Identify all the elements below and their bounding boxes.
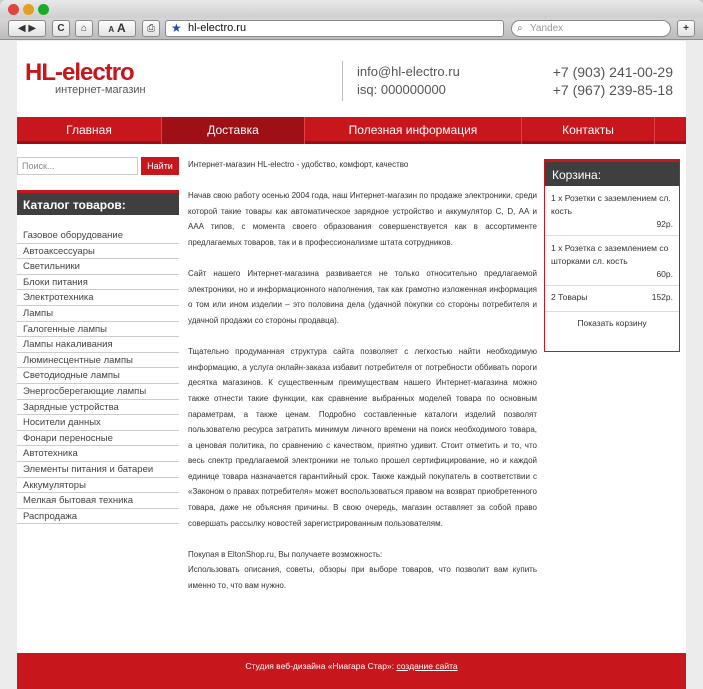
catalog-item[interactable]: Автотехника	[17, 446, 179, 462]
catalog-item[interactable]: Лампы накаливания	[17, 337, 179, 353]
catalog-item[interactable]: Энергосберегающие лампы	[17, 384, 179, 400]
site-search-input[interactable]: Поиск...	[17, 157, 138, 175]
catalog-item[interactable]: Светильники	[17, 259, 179, 275]
site-search-button[interactable]: Найти	[141, 157, 179, 175]
paragraph-4-body: Использовать описания, советы, обзоры при выборе товаров, что позволит вам купить именно то, что вам нужно.	[188, 565, 537, 591]
home-button[interactable]: ⌂	[75, 20, 93, 37]
back-forward-button[interactable]	[8, 20, 46, 37]
email-link[interactable]: info@hl-electro.ru	[357, 64, 460, 79]
address-bar[interactable]	[165, 20, 504, 37]
title-bar	[0, 0, 703, 18]
catalog-item[interactable]: Мелкая бытовая техника	[17, 493, 179, 509]
url-text: hl-electro.ru	[188, 22, 247, 34]
zoom-window-button[interactable]	[38, 4, 49, 15]
print-button[interactable]: ⎙	[142, 20, 160, 37]
footer-link[interactable]: создание сайта	[396, 661, 458, 671]
cart-title: Корзина:	[545, 160, 679, 186]
catalog-list	[17, 228, 179, 524]
cart-item-price: 60р.	[656, 269, 673, 279]
add-bookmark-button[interactable]: +	[677, 20, 695, 37]
phone-2: +7 (967) 239-85-18	[552, 82, 673, 98]
cart-item[interactable]	[545, 186, 679, 236]
paragraph-2: Сайт нашего Интернет-магазина развивается не только относительно предлагаемой электроники, но и информационного наполнения, так как грамотно изложенная информация о том или ином изделии – это половина дела (удачной покупки со стороны потребителя и удачной продажи со стороны продавца).	[188, 269, 537, 325]
catalog-item[interactable]: Фонари переносные	[17, 431, 179, 447]
browser-search-field[interactable]	[511, 20, 671, 37]
cart-total-price: 152р.	[651, 292, 673, 302]
catalog-item[interactable]: Блоки питания	[17, 275, 179, 291]
forward-icon[interactable]: ▶	[28, 23, 37, 34]
cart-item-name[interactable]: 1 x Розетка с заземлением со шторками сл. кость	[551, 243, 669, 266]
site-tagline: интернет-магазин	[55, 84, 146, 96]
cart-item-name[interactable]: 1 x Розетки с заземлением сл. кость	[551, 193, 671, 216]
nav-home[interactable]: Главная	[17, 117, 162, 144]
icq-number: isq: 000000000	[357, 82, 446, 97]
paragraph-3: Тщательно продуманная структура сайта позволяет с легкостью найти необходимую информацию, а услуга онлайн-заказа избавит потребителя от потребности оббивать пороги десятка магазинов. К существенным преимуществам нашего Интернет-магазина можно также отнести такие функции, как сравнение выбранных моделей товара по основным параметрам, а также ценам. Подробно составленные каталоги изделий позволят пользователю ресурса затратить минимум личного времени на поиск необходимого товара, а ценовая политика, по сравнению с качеством, приятно удивит. Стоит отметить и то, что весь спектр предлагаемой электроники не только прошел сертифицирование, но и каждой единице товара назначается гарантийный срок. Также каждый покупатель в соответствии с «Законом о правах потребителя» может воспользоваться правом на возврат приобретенного товара, даже не объясняя причины. В свою очередь, магазин оставляет за собой право совершать рассылку новостей зарегистрированным пользователям.	[188, 347, 537, 528]
catalog-item[interactable]: Зарядные устройства	[17, 400, 179, 416]
catalog-item[interactable]: Распродажа	[17, 509, 179, 525]
nav-useful-info[interactable]: Полезная информация	[305, 117, 522, 144]
close-window-button[interactable]	[8, 4, 19, 15]
catalog-item[interactable]: Автоаксессуары	[17, 244, 179, 260]
catalog-item[interactable]: Газовое оборудование	[17, 228, 179, 244]
browser-toolbar	[0, 18, 703, 40]
site-logo[interactable]: HL-electro	[25, 59, 134, 86]
paragraph-1: Начав свою работу осенью 2004 года, наш Интернет-магазин по продаже электроники, среди которой такие товары как автоматическое зарядное устройство и аккумулятор C, D, AA и AAA типов, с момента своего образования совершенствуется как в ассортименте предлагаемых товаров, так и в профессионализме штата сотрудников.	[188, 191, 537, 247]
header-contacts	[357, 63, 460, 99]
browser-search-placeholder: Yandex	[530, 23, 564, 34]
cart-total-label: 2 Товары	[551, 292, 588, 302]
catalog-title: Каталог товаров:	[17, 190, 179, 215]
show-cart-link[interactable]: Показать корзину	[577, 318, 647, 328]
minimize-window-button[interactable]	[23, 4, 34, 15]
main-nav	[17, 117, 686, 144]
header-phones	[553, 63, 673, 99]
catalog-item[interactable]: Электротехника	[17, 290, 179, 306]
intro-heading: Интернет-магазин HL-electro - удобство, комфорт, качество	[188, 160, 409, 169]
catalog-item[interactable]: Носители данных	[17, 415, 179, 431]
site-footer	[17, 653, 686, 689]
footer-text: Студия веб-дизайна «Ниагара Стар»:	[245, 661, 397, 671]
header-divider	[342, 61, 343, 101]
catalog-item[interactable]: Лампы	[17, 306, 179, 322]
text-bigger-icon[interactable]: A	[116, 21, 126, 35]
cart-box	[544, 159, 680, 352]
catalog-item[interactable]: Галогенные лампы	[17, 322, 179, 338]
reload-button[interactable]: C	[52, 20, 70, 37]
catalog-item[interactable]: Аккумуляторы	[17, 478, 179, 494]
catalog-item[interactable]: Элементы питания и батареи	[17, 462, 179, 478]
catalog-item[interactable]: Люминесцентные лампы	[17, 353, 179, 369]
paragraph-4-title: Покупая в EltonShop.ru, Вы получаете возможность:	[188, 549, 383, 559]
text-size-buttons[interactable]	[98, 20, 136, 37]
nav-delivery[interactable]: Доставка	[162, 117, 305, 144]
phone-1: +7 (903) 241-00-29	[552, 64, 673, 80]
back-icon[interactable]: ◀	[17, 23, 26, 34]
cart-total	[545, 286, 679, 312]
search-magnifier-icon: ⌕	[517, 23, 523, 34]
cart-item[interactable]	[545, 236, 679, 286]
bookmark-star-icon[interactable]: ★	[171, 21, 182, 35]
web-page	[17, 41, 686, 689]
catalog-item[interactable]: Светодиодные лампы	[17, 368, 179, 384]
text-smaller-icon[interactable]: A	[108, 25, 115, 34]
cart-item-price: 92р.	[656, 219, 673, 229]
nav-contacts[interactable]: Контакты	[522, 117, 655, 144]
main-content	[188, 157, 537, 594]
